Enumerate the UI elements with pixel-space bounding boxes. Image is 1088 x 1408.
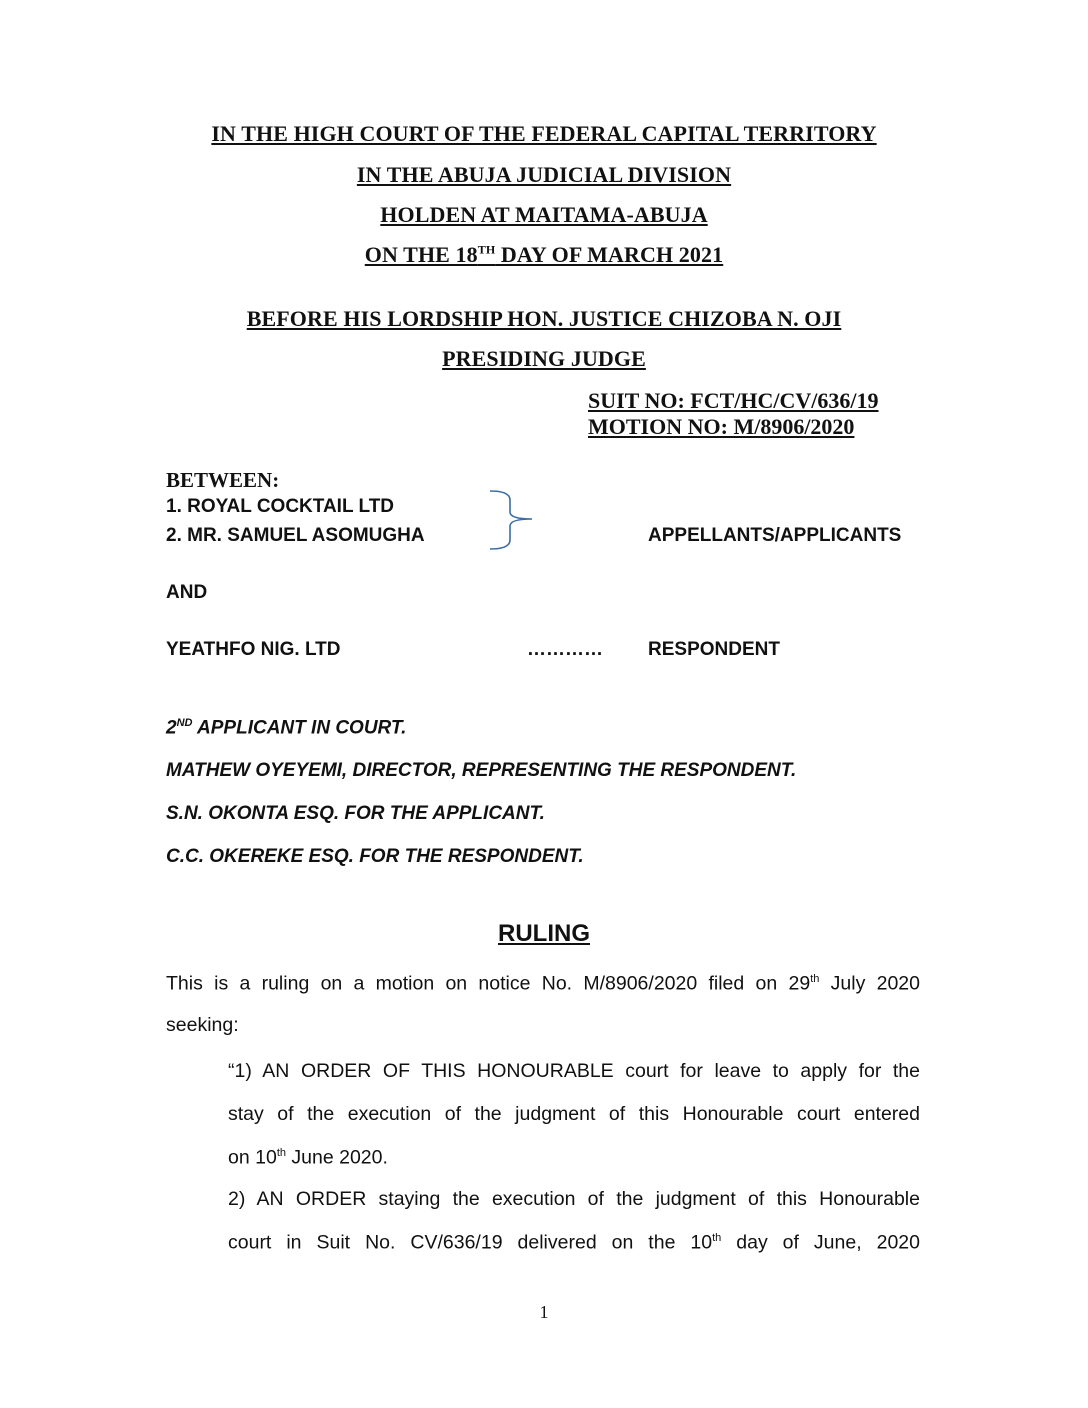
prayer-1-line-3: on 10th June 2020. (228, 1146, 388, 1169)
court-location: HOLDEN AT MAITAMA-ABUJA (380, 202, 708, 227)
ruling-title: RULING (498, 920, 590, 947)
dots-separator: ………… (527, 639, 603, 660)
appearance-4: C.C. OKEREKE ESQ. FOR THE RESPONDENT. (166, 846, 584, 867)
motion-number: MOTION NO: M/8906/2020 (588, 414, 855, 439)
judicial-division: IN THE ABUJA JUDICIAL DIVISION (356, 162, 732, 187)
hearing-date: ON THE 18TH DAY OF MARCH 2021 (364, 242, 724, 267)
judge-role: PRESIDING JUDGE (442, 346, 646, 371)
applicant-1: 1. ROYAL COCKTAIL LTD (166, 496, 395, 517)
court-name: IN THE HIGH COURT OF THE FEDERAL CAPITAL TERRITORY (211, 121, 877, 146)
ruling-paragraph-line-2: seeking: (166, 1014, 239, 1036)
prayer-1-line-1: “1) AN ORDER OF THIS HONOURABLE court for leave to apply for the (228, 1060, 920, 1082)
page-number: 1 (539, 1302, 549, 1322)
appearance-2: MATHEW OYEYEMI, DIRECTOR, REPRESENTING THE RESPONDENT. (166, 760, 797, 781)
prayer-2-line-1: 2) AN ORDER staying the execution of the judgment of this Honourable (228, 1188, 920, 1210)
brace-icon (486, 488, 538, 552)
suit-number: SUIT NO: FCT/HC/CV/636/19 (588, 388, 879, 413)
between-label: BETWEEN: (166, 468, 280, 492)
ruling-paragraph-line-1: This is a ruling on a motion on notice No. M/8906/2020 filed on 29th July 2020 (166, 972, 920, 995)
respondent-role: RESPONDENT (648, 639, 780, 660)
appearance-3: S.N. OKONTA ESQ. FOR THE APPLICANT. (166, 803, 545, 824)
respondent-name: YEATHFO NIG. LTD (166, 639, 341, 660)
prayer-2-line-2: court in Suit No. CV/636/19 delivered on the 10th day of June, 2020 (228, 1231, 920, 1254)
judge-name: BEFORE HIS LORDSHIP HON. JUSTICE CHIZOBA N. OJI (246, 306, 842, 331)
applicants-role: APPELLANTS/APPLICANTS (648, 525, 902, 546)
and-label: AND (166, 582, 208, 603)
prayer-1-line-2: stay of the execution of the judgment of this Honourable court entered (228, 1103, 920, 1125)
applicant-2: 2. MR. SAMUEL ASOMUGHA (166, 525, 425, 546)
appearance-1: 2ND APPLICANT IN COURT. (166, 717, 407, 739)
